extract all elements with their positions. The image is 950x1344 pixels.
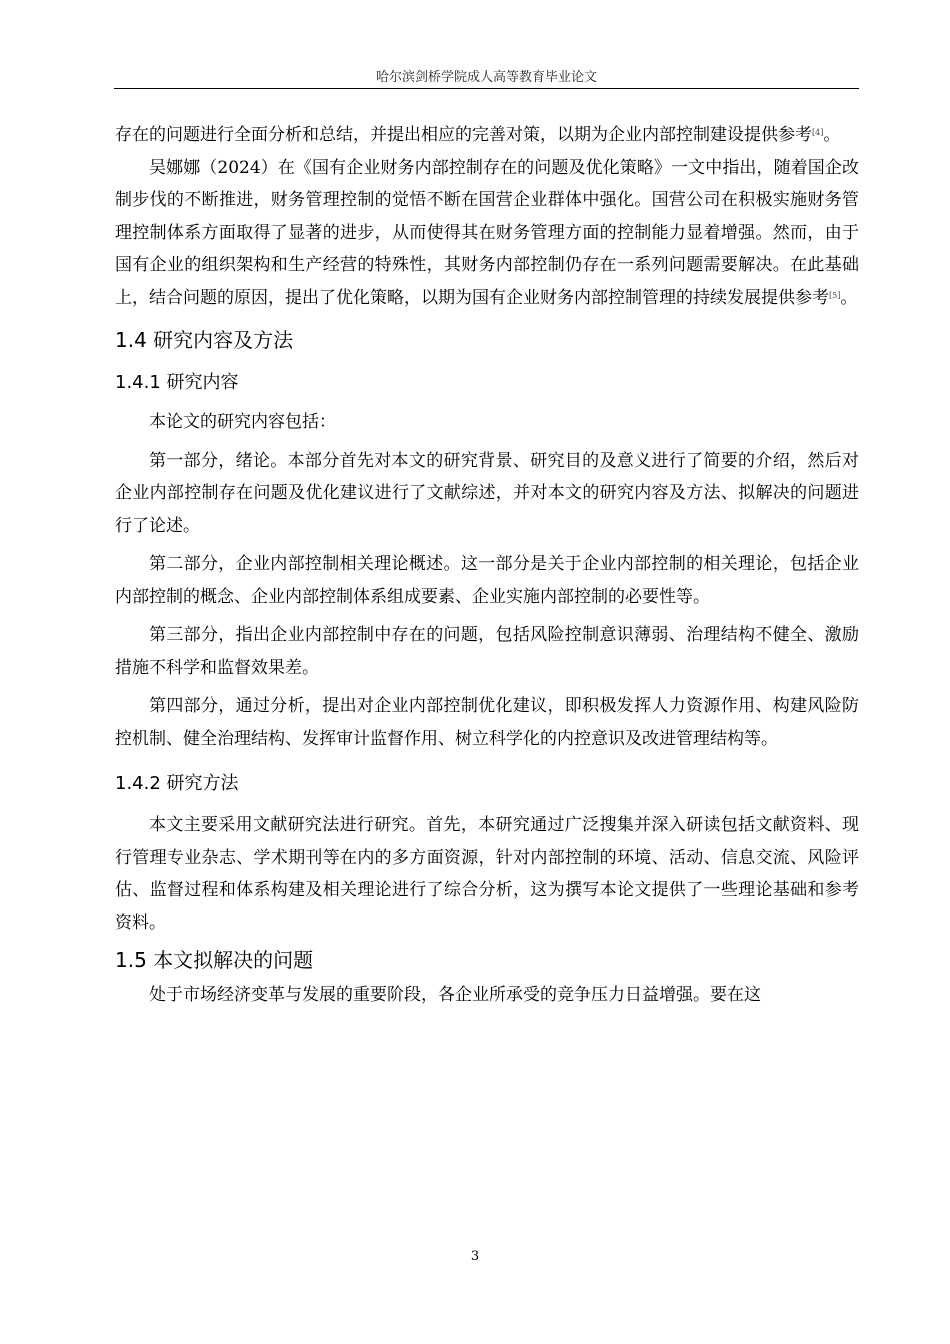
paragraph-literature: [115, 152, 859, 315]
paragraph-part-two: 第二部分，企业内部控制相关理论概述。这一部分是关于企业内部控制的相关理论，包括企业内部控制的概念、企业内部控制体系组成要素、企业实施内部控制的必要性等。: [115, 554, 859, 607]
paragraph-tail: 。: [823, 125, 841, 145]
paragraph-text: 存在的问题进行全面分析和总结，并提出相应的完善对策，以期为企业内部控制建设提供参考: [115, 125, 812, 145]
paragraph-text: 吴娜娜（2024）在《国有企业财务内部控制存在的问题及优化策略》一文中指出，随着国企改制步伐的不断推进，财务管理控制的觉悟不断在国营企业群体中强化。国营公司在积极实施财务管理控制体系方面取得了显著的进步，从而使得其在财务管理方面的控制能力显着增强。然而，由于国有企业的组织架构和生产经营的特殊性，其财务内部控制仍存在一系列问题需要解决。在此基础上，结合问题的原因，提出了优化策略，以期为国有企业财务内部控制管理的持续发展提供参考: [115, 157, 859, 308]
subsection-heading-1-4-1: 1.4.1 研究内容: [115, 372, 239, 393]
paragraph-method: 本文主要采用文献研究法进行研究。首先，本研究通过广泛搜集并深入研读包括文献资料、现行管理专业杂志、学术期刊等在内的多方面资源，针对内部控制的环境、活动、信息交流、风险评估、监督过程和体系构建及相关理论进行了综合分析，这为撰写本论文提供了一些理论基础和参考资料。: [115, 815, 859, 933]
paragraph-tail: 。: [840, 287, 858, 308]
paragraph-problem: 处于市场经济变革与发展的重要阶段，各企业所承受的竞争压力日益增强。要在这: [149, 985, 761, 1005]
page-number: 3: [470, 1249, 480, 1264]
paragraph-intro: 本论文的研究内容包括：: [149, 412, 336, 432]
citation-ref: [5]: [829, 290, 841, 300]
paragraph-part-three: 第三部分，指出企业内部控制中存在的问题，包括风险控制意识薄弱、治理结构不健全、激励措施不科学和监督效果差。: [115, 625, 859, 678]
paragraph-part-one: 第一部分，绪论。本部分首先对本文的研究背景、研究目的及意义进行了简要的介绍，然后对企业内部控制存在问题及优化建议进行了文献综述，并对本文的研究内容及方法、拟解决的问题进行了论述。: [115, 450, 859, 536]
citation-ref: [4]: [812, 128, 824, 137]
section-heading-1-5: 1.5 本文拟解决的问题: [115, 948, 314, 972]
paragraph-part-four: 第四部分，通过分析，提出对企业内部控制优化建议，即积极发挥人力资源作用、构建风险防控机制、健全治理结构、发挥审计监督作用、树立科学化的内控意识及改进管理结构等。: [115, 696, 859, 749]
paragraph-continuation: [115, 119, 859, 152]
page-body: [115, 119, 859, 1012]
section-heading-1-4: 1.4 研究内容及方法: [115, 328, 294, 352]
running-header: 哈尔滨剑桥学院成人高等教育毕业论文: [375, 70, 597, 85]
subsection-heading-1-4-2: 1.4.2 研究方法: [115, 773, 239, 794]
header-rule: [114, 88, 859, 89]
